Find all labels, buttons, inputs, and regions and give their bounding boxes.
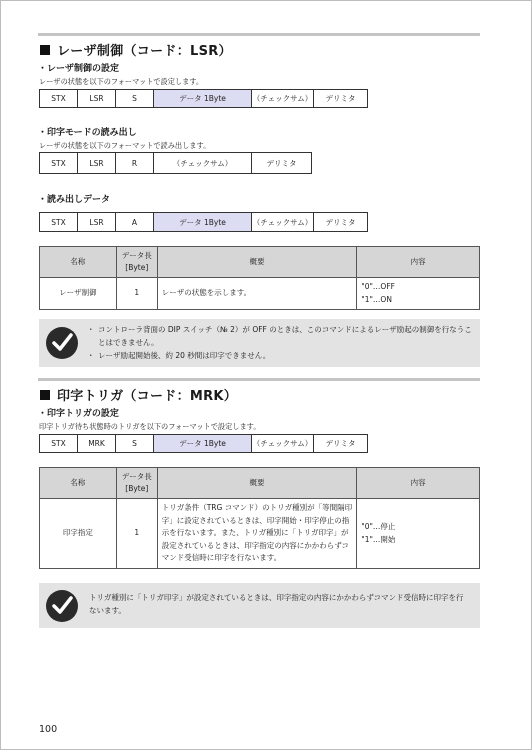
description-trigger-setting: 印字トリガ待ち状態時のトリガを以下のフォーマットで設定します。: [39, 422, 261, 431]
format-cell: STX: [40, 90, 78, 107]
column-header-content: 内容: [357, 468, 480, 499]
format-cell-data: データ 1Byte: [154, 90, 252, 107]
column-header-content: 内容: [357, 247, 480, 278]
format-cell: MRK: [78, 435, 116, 452]
cell-length: 1: [116, 499, 157, 569]
cell-name: 印字指定: [40, 499, 117, 569]
trigger-table: [39, 467, 480, 569]
format-cell-data: データ 1Byte: [154, 213, 252, 231]
column-header-summary: 概要: [157, 247, 356, 278]
format-row-laser-set: [39, 89, 368, 108]
format-cell: （チェックサム）: [252, 435, 314, 452]
format-cell: デリミタ: [314, 435, 368, 452]
cell-name: レーザ制御: [40, 278, 117, 310]
format-cell: （チェックサム）: [252, 213, 314, 231]
column-header-summary: 概要: [157, 468, 356, 499]
description-print-mode-read: レーザの状態を以下のフォーマットで読み出します。: [39, 141, 211, 150]
format-cell: LSR: [78, 153, 116, 173]
format-cell: デリミタ: [314, 213, 368, 231]
subheading-print-mode-read: ・印字モードの読み出し: [38, 128, 137, 138]
subheading-trigger-setting: ・印字トリガの設定: [38, 409, 119, 419]
cell-summary: トリガ条件（TRG コマンド）のトリガ種別が「等間隔印字」に設定されているときは、印字開始・印字停止の指示を行ないます。また、トリガ種別に「トリガ印字」が設定されているときは、印字指定の内容にかかわらずコマンド受信時に印字を行ないます。: [157, 499, 356, 569]
laser-control-table: [39, 246, 480, 310]
format-cell: R: [116, 153, 154, 173]
format-cell: STX: [40, 153, 78, 173]
note-item: ・ コントローラ背面の DIP スイッチ（№ 2）が OFF のときは、このコマンドによるレーザ励起の制御を行なうことはできません。: [89, 323, 472, 349]
column-header-length: データ長 [Byte]: [116, 468, 157, 499]
table-row: [40, 499, 480, 569]
format-cell: S: [116, 435, 154, 452]
cell-summary: レーザの状態を示します。: [157, 278, 356, 310]
check-circle-icon: [46, 590, 78, 622]
column-header-name: 名称: [40, 247, 117, 278]
format-cell: （チェックサム）: [154, 153, 252, 173]
column-header-name: 名称: [40, 468, 117, 499]
description-laser-setting: レーザの状態を以下のフォーマットで設定します。: [39, 77, 204, 86]
format-cell: （チェックサム）: [252, 90, 314, 107]
subheading-readout-data: ・読み出しデータ: [38, 195, 111, 205]
check-circle-icon: [46, 327, 78, 359]
section-title: レーザ制御（コード：LSR）: [57, 44, 232, 59]
section-header-laser: [38, 33, 480, 59]
format-cell-data: データ 1Byte: [154, 435, 252, 452]
table-row: [40, 278, 480, 310]
format-row-laser-read: [39, 152, 312, 174]
cell-length: 1: [116, 278, 157, 310]
format-cell: デリミタ: [252, 153, 312, 173]
subheading-laser-setting: ・レーザ制御の設定: [38, 64, 120, 74]
note-box-laser: [39, 319, 480, 367]
header-rule: [38, 378, 480, 381]
format-cell: LSR: [78, 90, 116, 107]
note-text: トリガ種別に「トリガ印字」が設定されているときは、印字指定の内容にかかわらずコマンド受信時に印字を行ないます。: [89, 593, 464, 615]
cell-content: "0"…OFF "1"…ON: [357, 278, 480, 310]
note-item: ・ レーザ励起開始後、約 20 秒間は印字できません。: [89, 349, 472, 362]
note-box-trigger: [39, 583, 480, 628]
section-title: 印字トリガ（コード：MRK）: [57, 389, 238, 404]
format-cell: デリミタ: [314, 90, 368, 107]
square-bullet-icon: [40, 45, 50, 55]
format-row-laser-readout: [39, 212, 368, 232]
square-bullet-icon: [40, 390, 50, 400]
column-header-length: データ長 [Byte]: [116, 247, 157, 278]
cell-content: "0"…停止 "1"…開始: [357, 499, 480, 569]
header-rule: [38, 33, 480, 36]
format-cell: STX: [40, 435, 78, 452]
section-header-trigger: [38, 378, 480, 404]
page-number: 100: [39, 724, 58, 735]
format-row-trigger-set: [39, 434, 368, 453]
format-cell: STX: [40, 213, 78, 231]
format-cell: A: [116, 213, 154, 231]
format-cell: S: [116, 90, 154, 107]
format-cell: LSR: [78, 213, 116, 231]
